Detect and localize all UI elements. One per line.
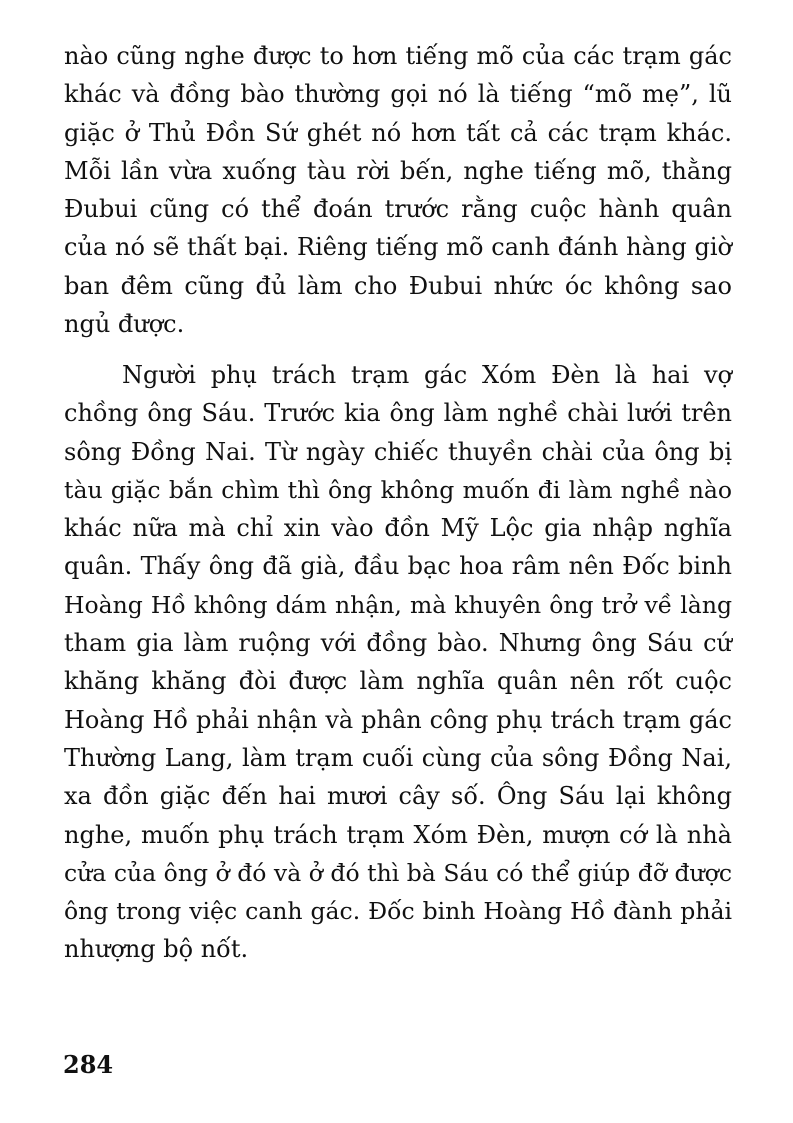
text-line: ngủ được. — [64, 310, 185, 339]
text-line: sông Đồng Nai. Từ ngày chiếc thuyền chài của ông bị — [64, 437, 732, 466]
text-line: Hoàng Hồ phải nhận và phân công phụ trách trạm gác — [64, 705, 732, 734]
text-line: khác nữa mà chỉ xin vào đồn Mỹ Lộc gia nhập nghĩa — [64, 514, 732, 543]
text-line: của nó sẽ thất bại. Riêng tiếng mõ canh đánh hàng giờ — [64, 233, 732, 262]
text-line: ban đêm cũng đủ làm cho Đubui nhức óc không sao — [64, 271, 732, 300]
text-line: giặc ở Thủ Đồn Sứ ghét nó hơn tất cả các trạm khác. — [64, 118, 732, 147]
text-line: Thường Lang, làm trạm cuối cùng của sông Đồng Nai, — [64, 743, 732, 772]
text-line: Mỗi lần vừa xuống tàu rời bến, nghe tiếng mõ, thằng — [64, 156, 732, 185]
text-line: khăng khăng đòi được làm nghĩa quân nên rốt cuộc — [64, 667, 732, 696]
text-line: xa đồn giặc đến hai mươi cây số. Ông Sáu lại không — [64, 782, 732, 811]
text-line: Người phụ trách trạm gác Xóm Đèn là hai vợ — [122, 361, 732, 389]
text-line: nghe, muốn phụ trách trạm Xóm Đèn, mượn cớ là nhà — [64, 820, 732, 849]
page-number: 284 — [63, 1050, 114, 1079]
text-line: chồng ông Sáu. Trước kia ông làm nghề chài lưới trên — [64, 399, 732, 428]
text-line: ông trong việc canh gác. Đốc binh Hoàng Hồ đành phải — [64, 897, 732, 926]
paragraph-2 — [64, 356, 732, 969]
text-line: tàu giặc bắn chìm thì ông không muốn đi làm nghề nào — [64, 475, 732, 504]
text-line: nào cũng nghe được to hơn tiếng mõ của các trạm gác — [64, 42, 732, 70]
paragraph-1 — [64, 37, 732, 343]
text-line: nhượng bộ nốt. — [64, 935, 249, 964]
text-line: khác và đồng bào thường gọi nó là tiếng “mõ mẹ”, lũ — [64, 80, 732, 109]
text-line: tham gia làm ruộng với đồng bào. Nhưng ông Sáu cứ — [64, 629, 732, 658]
text-line: Đubui cũng có thể đoán trước rằng cuộc hành quân — [64, 195, 732, 224]
text-line: Hoàng Hồ không dám nhận, mà khuyên ông trở về làng — [64, 590, 732, 619]
text-line: quân. Thấy ông đã già, đầu bạc hoa râm nên Đốc binh — [64, 552, 732, 581]
text-line: cửa của ông ở đó và ở đó thì bà Sáu có thể giúp đỡ được — [64, 858, 732, 887]
